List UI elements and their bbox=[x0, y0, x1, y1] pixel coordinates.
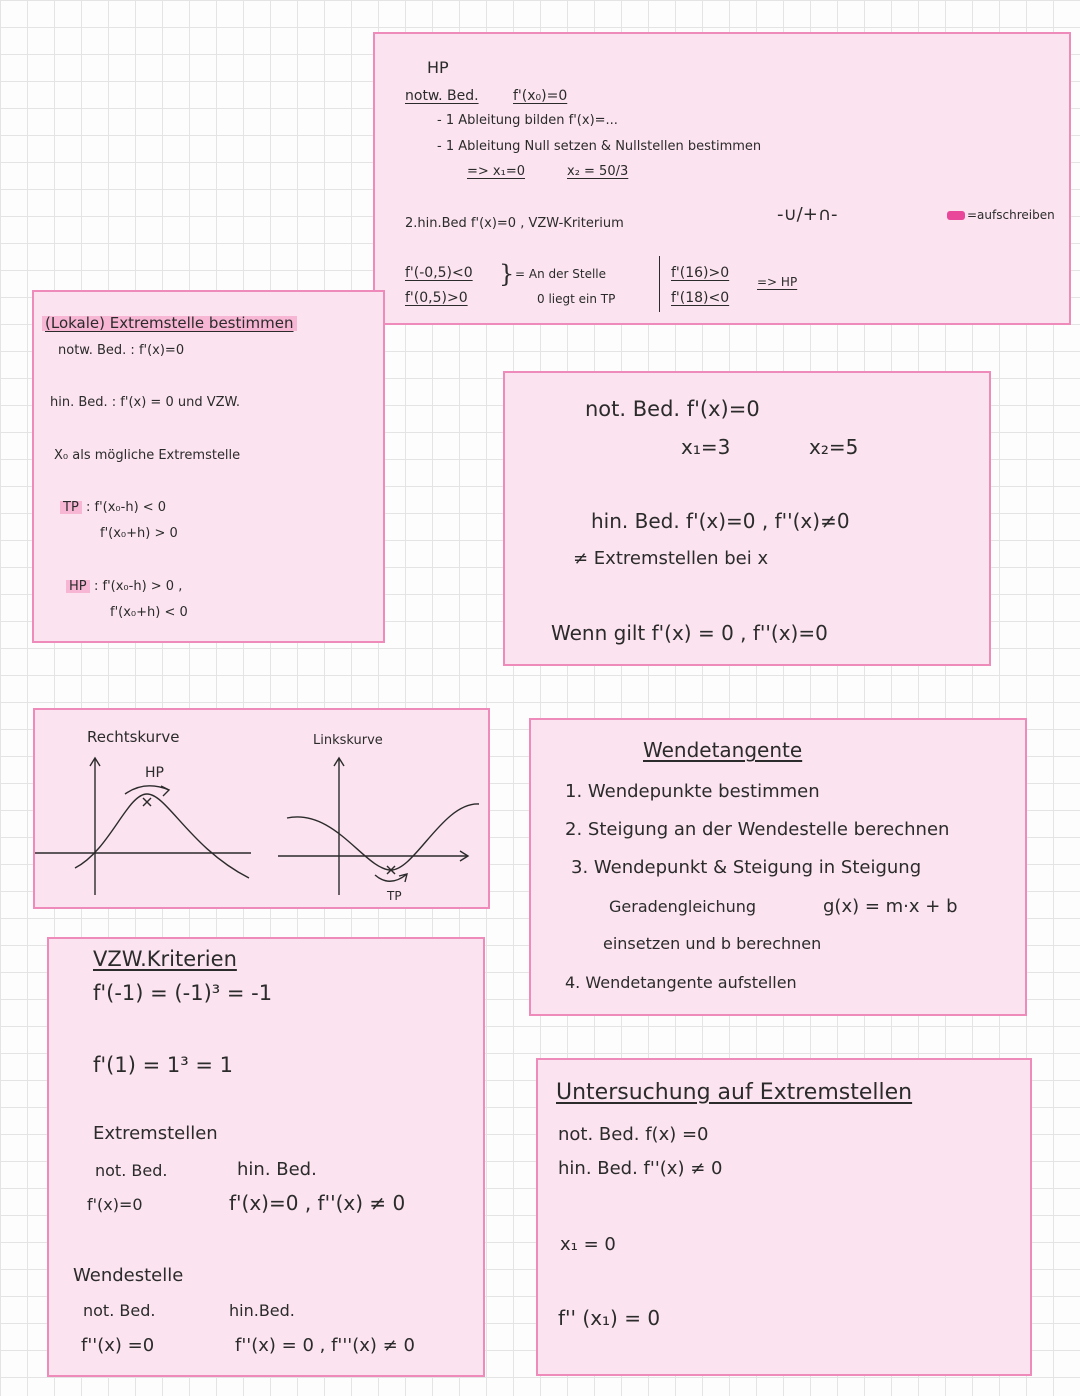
card-lokale-extremstelle bbox=[32, 290, 385, 643]
unters-hin: hin. Bed. f''(x) ≠ 0 bbox=[558, 1158, 723, 1179]
kurven-graph bbox=[35, 710, 488, 907]
hp-x2: x₂ = 50/3 bbox=[567, 164, 629, 179]
wende-step-2: 2. Steigung an der Wendestelle berechnen bbox=[565, 819, 950, 840]
rechtskurve-curve bbox=[75, 794, 249, 878]
kurve-hp-label: HP bbox=[145, 765, 164, 781]
card-not-bed bbox=[503, 371, 991, 666]
hp-cond-3: f'(16)>0 bbox=[671, 265, 730, 281]
lokal-hp-1: : f'(x₀-h) > 0 , bbox=[94, 579, 183, 594]
not-line-1: not. Bed. f'(x)=0 bbox=[585, 397, 760, 421]
not-x1: x₁=3 bbox=[681, 435, 731, 459]
lokal-hp-2: f'(x₀+h) < 0 bbox=[110, 605, 188, 620]
kurve-right-title: Linkskurve bbox=[313, 733, 383, 748]
unters-x1: x₁ = 0 bbox=[560, 1234, 616, 1255]
lokal-hp-label: HP bbox=[66, 580, 90, 593]
hp-step-1: - 1 Ableitung bilden f'(x)=... bbox=[437, 113, 618, 128]
card-hp bbox=[373, 32, 1071, 325]
vzw-not-eq-2: f''(x) =0 bbox=[81, 1335, 155, 1356]
kurve-left-title: Rechtskurve bbox=[87, 728, 180, 746]
vzw-hin-eq-2: f''(x) = 0 , f'''(x) ≠ 0 bbox=[235, 1335, 415, 1356]
wende-step-3b: Geradengleichung bbox=[609, 897, 757, 916]
wende-step-3c: g(x) = m·x + b bbox=[823, 896, 958, 917]
vzw-not-bed-2: not. Bed. bbox=[83, 1301, 156, 1320]
hp-step-2: - 1 Ableitung Null setzen & Nullstellen bestimmen bbox=[437, 139, 762, 154]
not-x2: x₂=5 bbox=[809, 435, 859, 459]
hp-title: HP bbox=[427, 58, 449, 77]
wende-step-3: 3. Wendepunkt & Steigung in Steigung bbox=[571, 857, 922, 878]
vzw-line-2: f'(1) = 1³ = 1 bbox=[93, 1053, 233, 1077]
vzw-title: VZW.Kriterien bbox=[93, 947, 237, 971]
hp-brace: } bbox=[499, 260, 515, 288]
legend-swatch bbox=[947, 211, 965, 220]
hp-pattern: -∪/+∩- bbox=[777, 204, 838, 225]
wende-step-4: 4. Wendetangente aufstellen bbox=[565, 973, 797, 992]
vzw-wende: Wendestelle bbox=[73, 1265, 184, 1286]
lokal-hin: hin. Bed. : f'(x) = 0 und VZW. bbox=[50, 395, 241, 410]
lokal-x0: X₀ als mögliche Extremstelle bbox=[54, 448, 241, 463]
vzw-hin-bed: hin. Bed. bbox=[237, 1159, 317, 1180]
vzw-line-1: f'(-1) = (-1)³ = -1 bbox=[93, 981, 273, 1005]
vzw-not-eq: f'(x)=0 bbox=[87, 1195, 143, 1214]
lokal-tp-1: : f'(x₀-h) < 0 bbox=[86, 500, 167, 515]
not-line-3: ≠ Extremstellen bei x bbox=[573, 548, 769, 569]
not-line-4: Wenn gilt f'(x) = 0 , f''(x)=0 bbox=[551, 621, 828, 645]
vzw-hin-bed-2: hin.Bed. bbox=[229, 1301, 295, 1320]
hp-divider bbox=[659, 256, 660, 312]
hp-stelle-1: = An der Stelle bbox=[515, 267, 607, 281]
hp-notw-label: notw. Bed. bbox=[405, 88, 479, 104]
hp-cond-4: f'(18)<0 bbox=[671, 290, 730, 306]
vzw-extrem: Extremstellen bbox=[93, 1123, 218, 1144]
hp-cond-2: f'(0,5)>0 bbox=[405, 290, 468, 306]
unters-title: Untersuchung auf Extremstellen bbox=[556, 1080, 913, 1105]
lokal-tp-label: TP bbox=[60, 501, 82, 514]
card-vzw-kriterien bbox=[47, 937, 485, 1377]
hp-cond-1: f'(-0,5)<0 bbox=[405, 265, 473, 281]
card-kurven bbox=[33, 708, 490, 909]
unters-not: not. Bed. f(x) =0 bbox=[558, 1124, 709, 1145]
card-untersuchung bbox=[536, 1058, 1032, 1376]
vzw-hin-eq: f'(x)=0 , f''(x) ≠ 0 bbox=[229, 1191, 406, 1215]
not-line-2: hin. Bed. f'(x)=0 , f''(x)≠0 bbox=[591, 509, 850, 533]
wende-step-3d: einsetzen und b berechnen bbox=[603, 934, 822, 953]
wende-step-1: 1. Wendepunkte bestimmen bbox=[565, 781, 820, 802]
hp-notw-eq: f'(x₀)=0 bbox=[513, 88, 568, 104]
hp-hin-label: 2.hin.Bed f'(x)=0 , VZW-Kriterium bbox=[405, 216, 624, 231]
card-wendetangente bbox=[529, 718, 1027, 1016]
hp-x1: => x₁=0 bbox=[467, 164, 525, 179]
lokal-notw: notw. Bed. : f'(x)=0 bbox=[58, 343, 185, 358]
vzw-not-bed: not. Bed. bbox=[95, 1161, 168, 1180]
lokal-title: (Lokale) Extremstelle bestimmen bbox=[42, 316, 297, 331]
kurve-tp-label: TP bbox=[387, 889, 402, 903]
unters-f2: f'' (x₁) = 0 bbox=[558, 1306, 661, 1330]
wende-title: Wendetangente bbox=[643, 738, 803, 762]
hp-stelle-2: 0 liegt ein TP bbox=[537, 292, 616, 306]
hp-result: => HP bbox=[757, 275, 798, 289]
linkskurve-curve bbox=[287, 804, 479, 870]
lokal-tp-2: f'(x₀+h) > 0 bbox=[100, 526, 178, 541]
legend-text: =aufschreiben bbox=[967, 208, 1055, 222]
